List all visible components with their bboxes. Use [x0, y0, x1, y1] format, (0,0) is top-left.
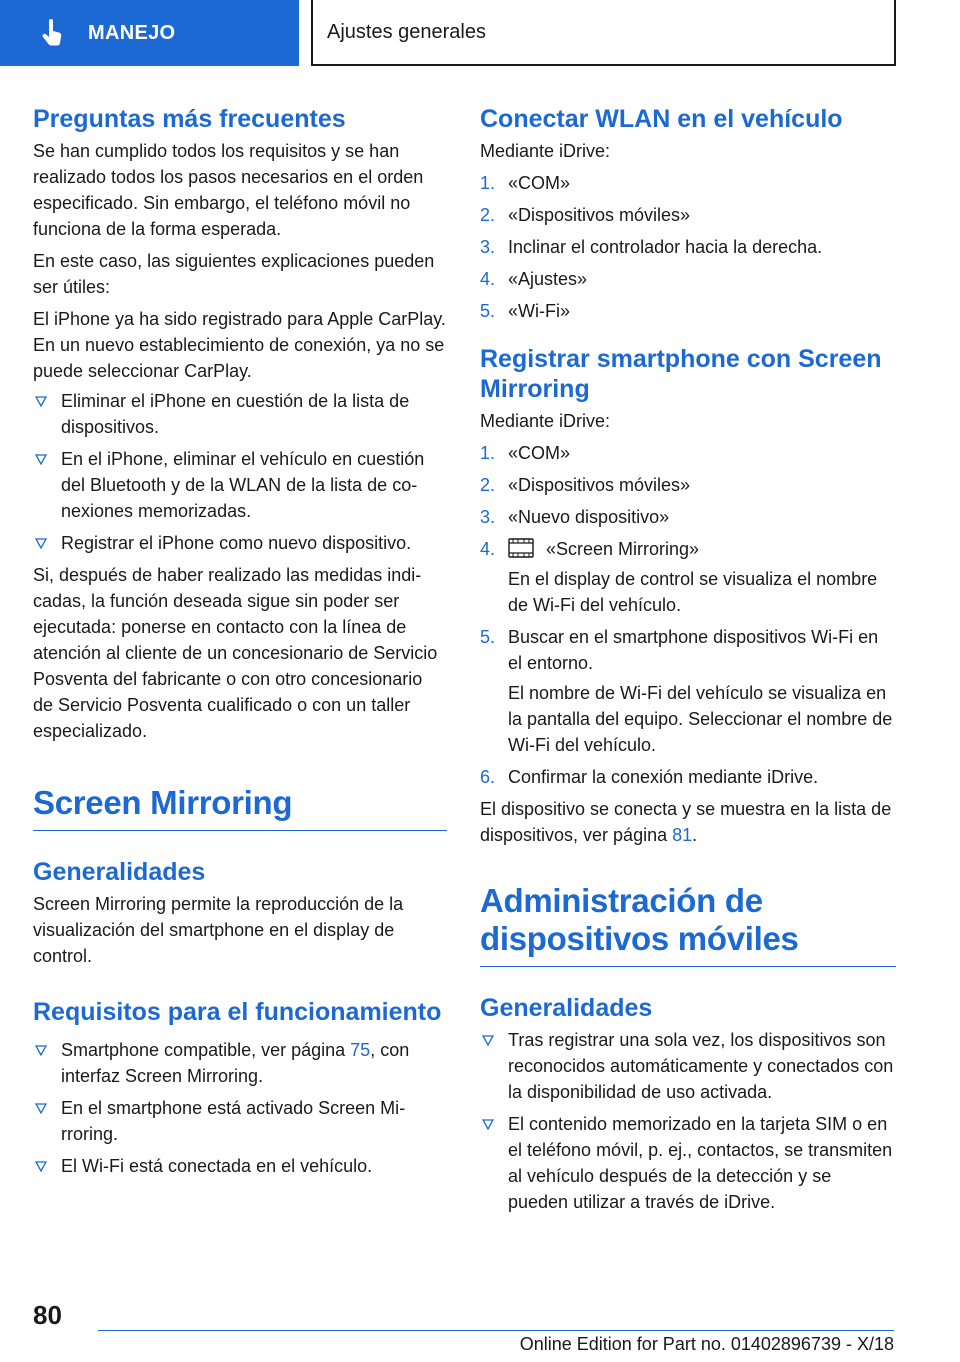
- chapter-label: Ajustes generales: [327, 20, 486, 43]
- triangle-bullet-icon: [35, 1161, 47, 1172]
- requirements-bullets: [33, 1037, 447, 1179]
- triangle-bullet-icon: [35, 1045, 47, 1056]
- list-item: 4. «Screen Mirroring» En el display de control se visualiza el nombre de Wi-Fi del vehículo.: [480, 539, 878, 615]
- wlan-steps: [480, 170, 896, 324]
- triangle-bullet-icon: [35, 454, 47, 465]
- admin-generalidades-title: Generalidades: [480, 994, 653, 1022]
- wlan-title: Conectar WLAN en el vehículo: [480, 105, 843, 133]
- list-item: 4. «Ajustes»: [480, 269, 588, 289]
- section-tab: [0, 0, 299, 66]
- list-item: 3. «Nuevo dispositivo»: [480, 507, 670, 527]
- list-item: 2. «Dispositivos móviles»: [480, 205, 691, 225]
- list-item: El Wi-Fi está conectada en el vehículo.: [33, 1153, 447, 1179]
- triangle-bullet-icon: [482, 1035, 494, 1046]
- list-item: 5. «Wi-Fi»: [480, 301, 570, 321]
- faq-paragraph-2: En este caso, las siguientes explicaciones pueden ser útiles:: [33, 251, 435, 297]
- right-column: [480, 100, 896, 1221]
- admin-bullets: [480, 1027, 896, 1215]
- triangle-bullet-icon: [35, 538, 47, 549]
- list-item: Registrar el iPhone como nuevo dispositivo.: [33, 530, 447, 556]
- list-item: 6. Confirmar la conexión mediante iDrive.: [480, 767, 819, 787]
- triangle-bullet-icon: [35, 396, 47, 407]
- register-result: El dispositivo se conecta y se muestra en la lista de dispositivos, ver página 81.: [480, 799, 892, 845]
- list-item: En el smartphone está activado Screen Mirroring.: [33, 1095, 447, 1147]
- screen-mirroring-title: Screen Mirroring: [33, 784, 447, 831]
- wlan-intro: Mediante iDrive:: [480, 141, 611, 161]
- footer-edition: Online Edition for Part no. 01402896739 - X/18: [519, 1334, 894, 1354]
- register-intro: Mediante iDrive:: [480, 411, 611, 431]
- faq-paragraph-1: Se han cumplido todos los requisitos y se han realizado todos los pasos necesarios en el orden especificado. Sin embargo, el teléfono móvil no funciona de la forma esperada.: [33, 141, 424, 239]
- list-item: Smartphone compatible, ver página 75, con interfaz Screen Mirroring.: [33, 1037, 447, 1089]
- faq-bullets: [33, 388, 447, 556]
- admin-title: Administración de dispositivos móviles: [480, 882, 896, 967]
- triangle-bullet-icon: [35, 1103, 47, 1114]
- page-link-75[interactable]: 75: [350, 1040, 371, 1060]
- list-item: 3. Inclinar el controlador hacia la derecha.: [480, 237, 823, 257]
- left-column: [33, 100, 447, 1185]
- footer-divider: [98, 1330, 894, 1331]
- generalidades-paragraph: Screen Mirroring permite la reproducción de la visualización del smartphone en el display de control.: [33, 894, 404, 966]
- register-title: Registrar smartphone con Screen Mirroring: [480, 345, 882, 403]
- list-item: 5. Buscar en el smartphone dispositivos Wi-Fi en el entorno. El nombre de Wi-Fi del vehículo se visualiza en la pantalla del equipo. Seleccionar el nombre de Wi-Fi del vehículo.: [480, 627, 893, 755]
- faq-paragraph-4: Si, después de haber realizado las medidas indicadas, la función deseada sigue sin poder ser ejecutada: ponerse en contacto con la línea de atención al cliente de un concesionario de Servicio Posventa del fabricante o con otro concesionario de Servicio Posventa cualificado o con un taller especializado.: [33, 565, 438, 741]
- page-link-81[interactable]: 81: [672, 825, 693, 845]
- requirements-title: Requisitos para el funcionamiento: [33, 998, 442, 1026]
- list-item: En el iPhone, eliminar el vehículo en cuestión del Bluetooth y de la WLAN de la lista de conexiones memorizadas.: [33, 446, 447, 524]
- list-item: El contenido memorizado en la tarjeta SIM o en el teléfono móvil, p. ej., contactos, se transmiten al vehículo después de la detección y se pueden utilizar a través de iDrive.: [480, 1111, 896, 1215]
- page-number: 80: [33, 1300, 62, 1330]
- register-steps: [480, 440, 896, 790]
- pointing-hand-icon: [38, 18, 68, 48]
- faq-title: Preguntas más frecuentes: [33, 105, 346, 133]
- list-item: Tras registrar una sola vez, los dispositivos son reconocidos automáticamente y conectados con la disponibilidad de uso activada.: [480, 1027, 896, 1105]
- screen-mirroring-icon: [508, 538, 534, 558]
- list-item: 1. «COM»: [480, 173, 571, 193]
- faq-paragraph-3: El iPhone ya ha sido registrado para Apple CarPlay. En un nuevo establecimiento de conexión, ya no se puede seleccionar CarPlay.: [33, 309, 446, 381]
- list-item: Eliminar el iPhone en cuestión de la lista de dispositivos.: [33, 388, 447, 440]
- list-item: 2. «Dispositivos móviles»: [480, 475, 691, 495]
- list-item: 1. «COM»: [480, 443, 571, 463]
- triangle-bullet-icon: [482, 1119, 494, 1130]
- generalidades-title: Generalidades: [33, 858, 206, 886]
- section-label: MANEJO: [88, 21, 176, 44]
- chapter-tab: [311, 0, 896, 66]
